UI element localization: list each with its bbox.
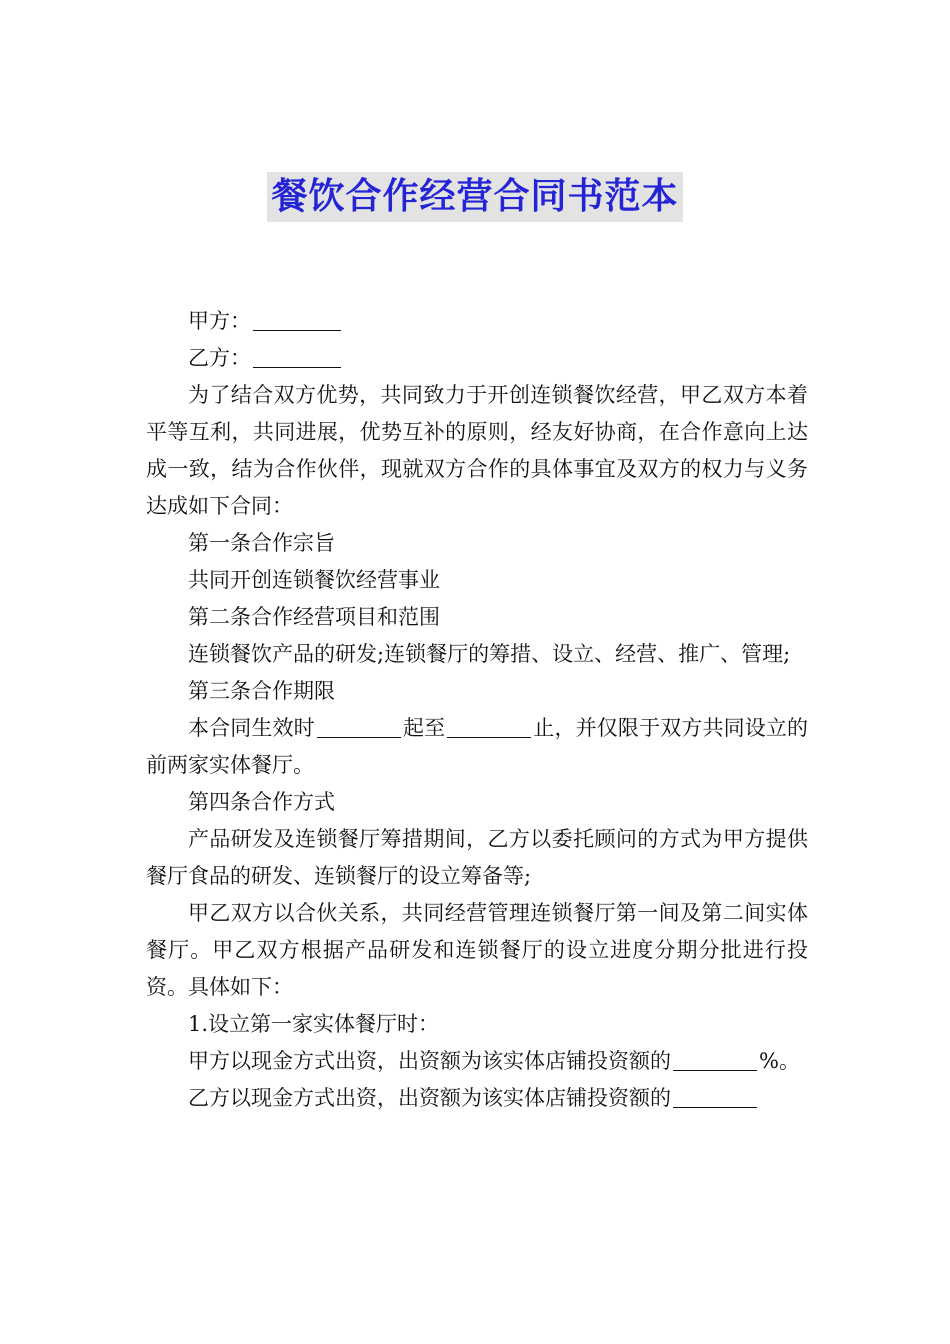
party-a-line xyxy=(146,303,808,340)
end-date-blank xyxy=(447,715,531,738)
title-block xyxy=(0,172,950,222)
document-title: 餐饮合作经营合同书范本 xyxy=(267,172,682,222)
article-4-paragraph-1: 产品研发及连锁餐厅筹措期间，乙方以委托顾问的方式为甲方提供餐厅食品的研发、连锁餐厅的设立筹备等; xyxy=(146,827,808,888)
article-3-part2: 起至 xyxy=(402,716,446,740)
party-b-label: 乙方： xyxy=(188,346,251,370)
article-1-text: 共同开创连锁餐饮经营事业 xyxy=(188,568,440,592)
party-b-percent-blank xyxy=(673,1085,757,1108)
article-3-part3: 止，并仅限于双方共同设立的前两家实体餐厅。 xyxy=(146,716,809,777)
article-3-part1: 本合同生效时 xyxy=(188,716,315,740)
article-4-heading: 第四条合作方式 xyxy=(188,790,335,814)
intro-paragraph: 为了结合双方优势，共同致力于开创连锁餐饮经营，甲乙双方本着平等互利，共同进展，优势互补的原则，经友好协商，在合作意向上达成一致，结为合作伙伴，现就双方合作的具体事宜及双方的权力与义务达成如下合同： xyxy=(146,383,808,518)
percent-tail: %。 xyxy=(759,1049,800,1073)
item-1-party-b xyxy=(146,1080,808,1117)
start-date-blank xyxy=(317,715,401,738)
party-a-label: 甲方： xyxy=(188,309,251,333)
party-b-line xyxy=(146,340,808,377)
article-4-paragraph-2: 甲乙双方以合伙关系，共同经营管理连锁餐厅第一间及第二间实体餐厅。甲乙双方根据产品研发和连锁餐厅的设立进度分期分批进行投资。具体如下： xyxy=(146,901,808,999)
article-1-heading: 第一条合作宗旨 xyxy=(188,531,335,555)
article-3-text xyxy=(146,710,808,784)
item-1-party-a xyxy=(146,1043,808,1080)
article-2-heading: 第二条合作经营项目和范围 xyxy=(188,605,440,629)
document-body xyxy=(146,303,808,1117)
party-a-blank xyxy=(253,308,341,331)
article-2-text: 连锁餐饮产品的研发;连锁餐厅的筹措、设立、经营、推广、管理; xyxy=(188,642,791,666)
article-3-heading: 第三条合作期限 xyxy=(188,679,335,703)
party-a-percent-blank xyxy=(673,1048,757,1071)
item-1-party-a-text: 甲方以现金方式出资，出资额为该实体店铺投资额的 xyxy=(188,1049,671,1073)
item-1-heading: 1.设立第一家实体餐厅时： xyxy=(188,1012,440,1036)
item-1-party-b-text: 乙方以现金方式出资，出资额为该实体店铺投资额的 xyxy=(188,1086,671,1110)
party-b-blank xyxy=(253,345,341,368)
